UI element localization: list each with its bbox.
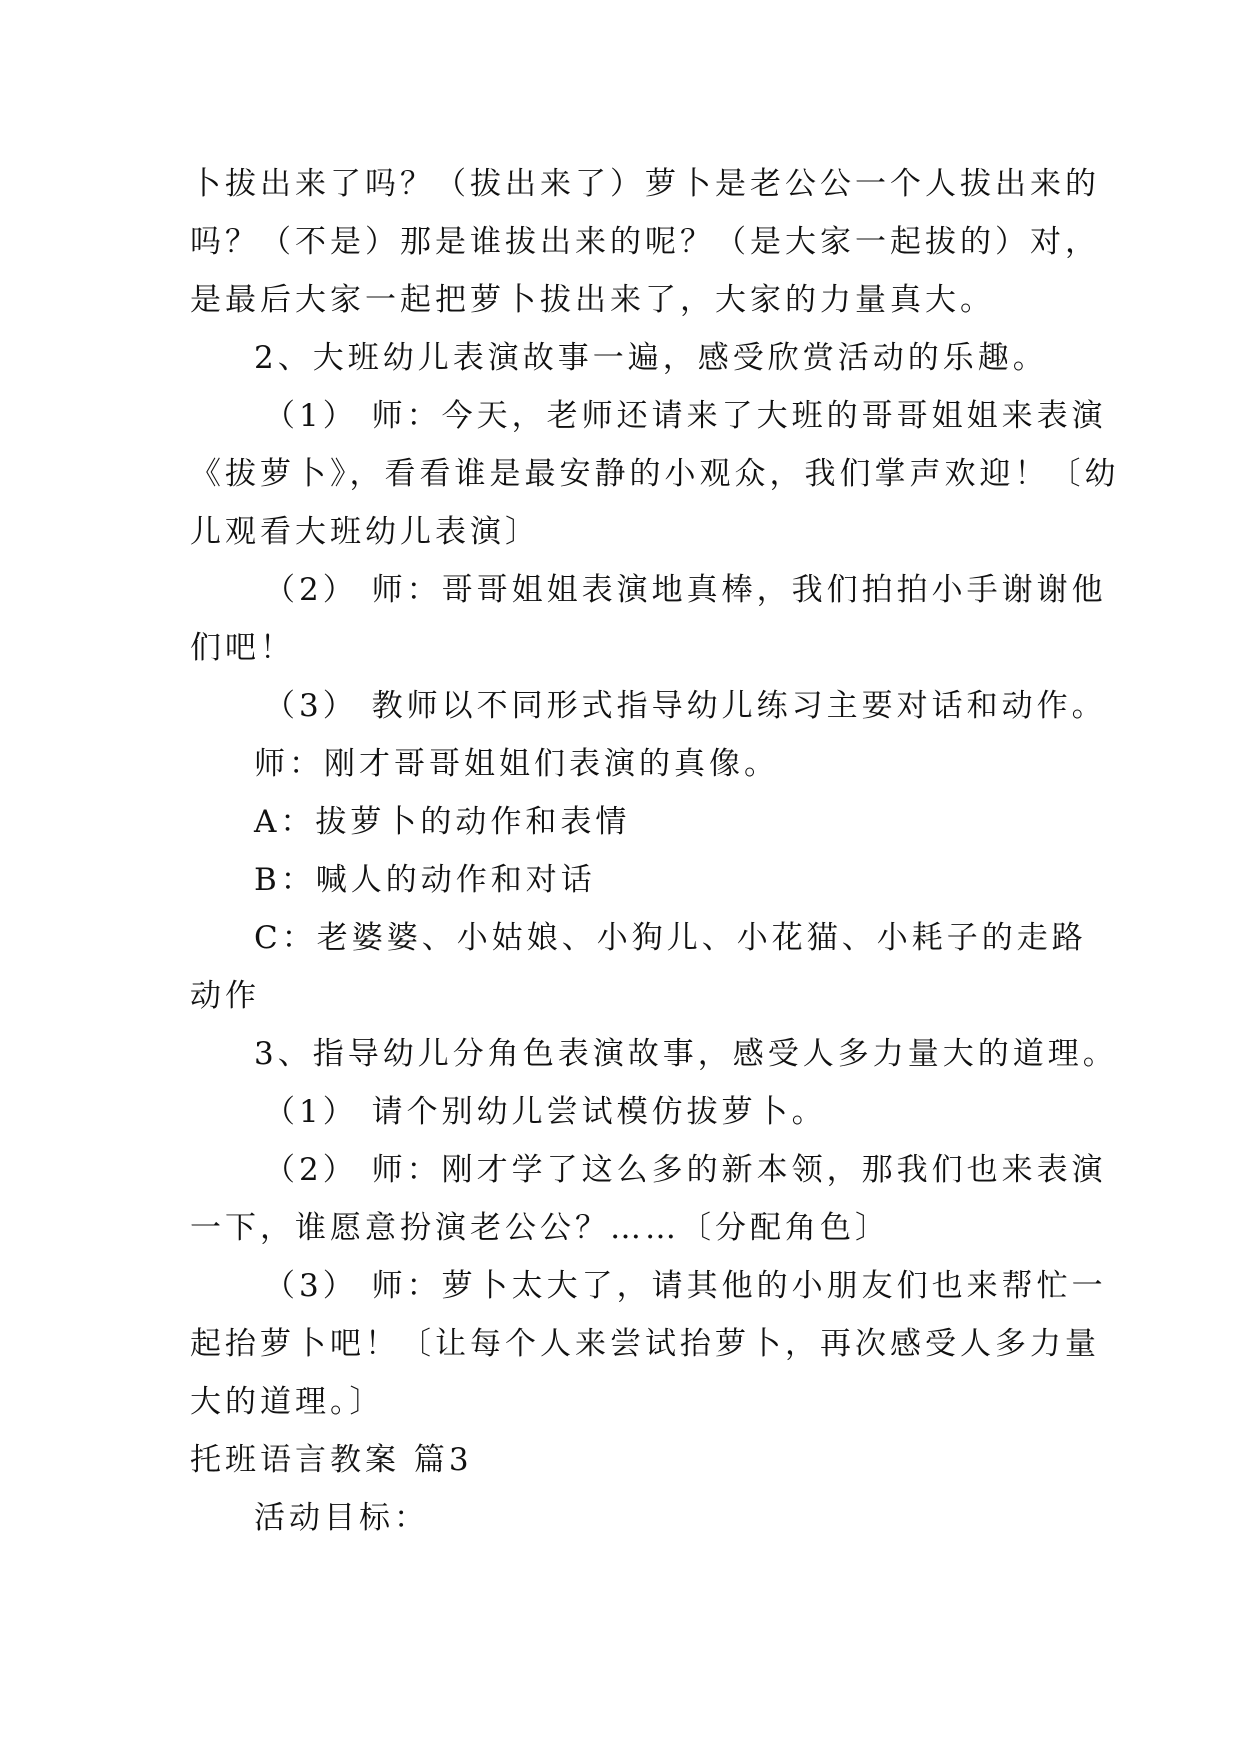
- text-line-17: （1） 请个别幼儿尝试模仿拔萝卜。: [264, 1094, 827, 1130]
- text-line-6: 《拔萝卜》，看看谁是最安静的小观众，我们掌声欢迎！〔幼: [190, 456, 1120, 492]
- item-b: B：喊人的动作和对话: [254, 862, 596, 898]
- item-a: A：拔萝卜的动作和表情: [254, 804, 631, 840]
- text-line-2: 吗？（不是）那是谁拔出来的呢？（是大家一起拔的）对，: [190, 224, 1100, 260]
- text-line-18: （2） 师：刚才学了这么多的新本领，那我们也来表演: [264, 1152, 1107, 1188]
- section-heading-2: 2、大班幼儿表演故事一遍，感受欣赏活动的乐趣。: [254, 340, 1048, 376]
- text-line-8: （2） 师：哥哥姐姐表演地真棒，我们拍拍小手谢谢他: [264, 572, 1107, 608]
- text-line-15: 动作: [190, 978, 260, 1014]
- lesson-title: 托班语言教案 篇3: [190, 1442, 473, 1478]
- text-line-20: （3） 师：萝卜太大了，请其他的小朋友们也来帮忙一: [264, 1268, 1107, 1304]
- text-line-11: 师：刚才哥哥姐姐们表演的真像。: [254, 746, 779, 782]
- text-line-19: 一下，谁愿意扮演老公公？……〔分配角色〕: [190, 1210, 890, 1246]
- text-line-7: 儿观看大班幼儿表演〕: [190, 514, 540, 550]
- text-line-21: 起抬萝卜吧！〔让每个人来尝试抬萝卜，再次感受人多力量: [190, 1326, 1100, 1362]
- text-line-1: 卜拔出来了吗？（拔出来了）萝卜是老公公一个人拔出来的: [190, 166, 1100, 202]
- text-line-9: 们吧！: [190, 630, 295, 666]
- section-heading-3: 3、指导幼儿分角色表演故事，感受人多力量大的道理。: [254, 1036, 1118, 1072]
- text-line-22: 大的道理。〕: [190, 1384, 385, 1420]
- text-line-5: （1） 师：今天，老师还请来了大班的哥哥姐姐来表演: [264, 398, 1107, 434]
- activity-goals-heading: 活动目标：: [254, 1500, 429, 1536]
- text-line-3: 是最后大家一起把萝卜拔出来了，大家的力量真大。: [190, 282, 995, 318]
- text-line-10: （3） 教师以不同形式指导幼儿练习主要对话和动作。: [264, 688, 1107, 724]
- item-c: C：老婆婆、小姑娘、小狗儿、小花猫、小耗子的走路: [254, 920, 1087, 956]
